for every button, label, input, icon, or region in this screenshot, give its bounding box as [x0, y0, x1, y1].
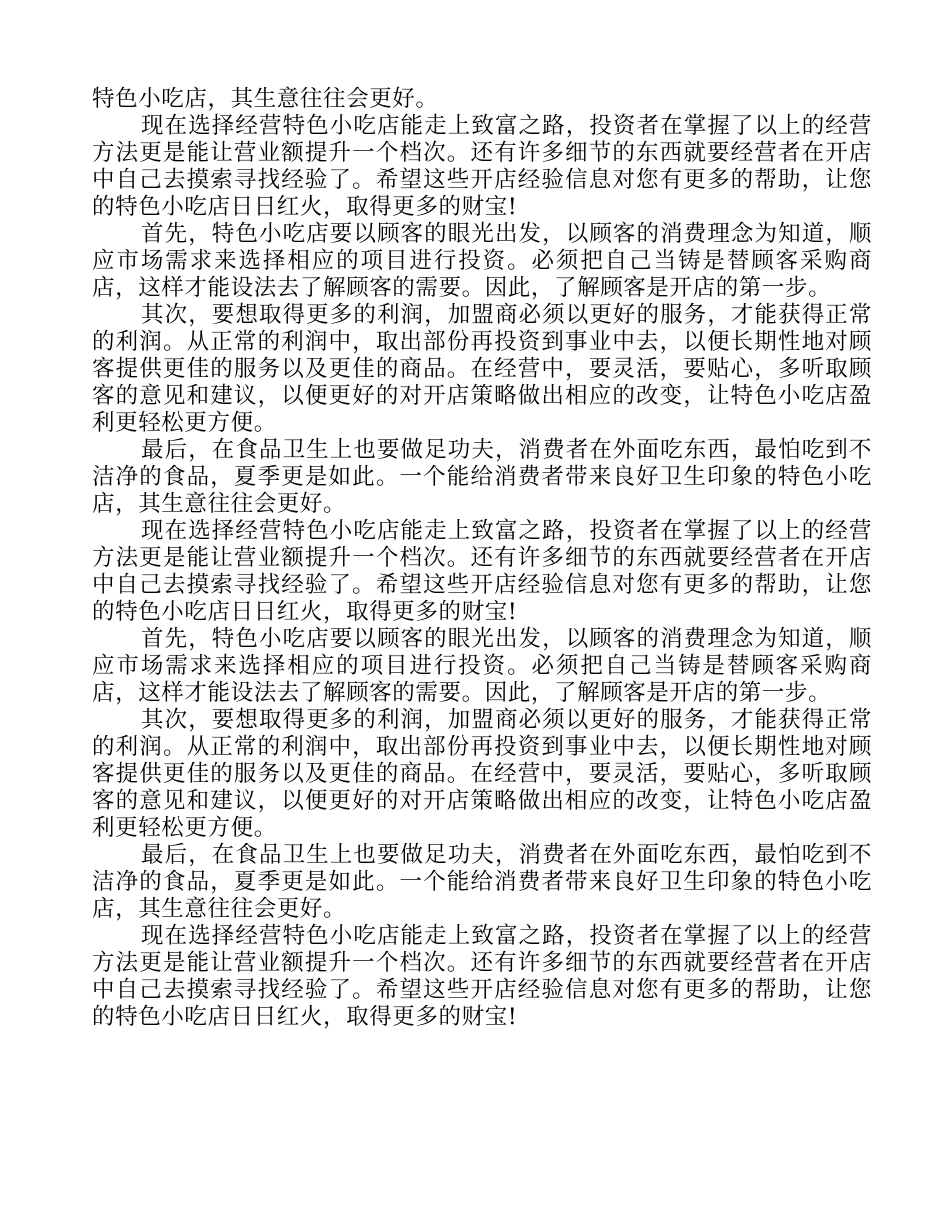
- paragraph: 特色小吃店，其生意往往会更好。: [92, 86, 439, 112]
- paragraph: 现在选择经营特色小吃店能走上致富之路，投资者在掌握了以上的经营方法更是能让营业额提升一个档次。还有许多细节的东西就要经营者在开店中自己去摸索寻找经验了。希望这些开店经验信息对您有更多的帮助，让您的特色小吃店日日红火，取得更多的财宝!: [92, 518, 872, 625]
- document-body: [92, 86, 872, 1031]
- paragraph: 首先，特色小吃店要以顾客的眼光出发，以顾客的消费理念为知道，顺应市场需求来选择相应的项目进行投资。必须把自己当铸是替顾客采购商店，这样才能设法去了解顾客的需要。因此，了解顾客是开店的第一步。: [92, 221, 872, 301]
- paragraph: 最后，在食品卫生上也要做足功夫，消费者在外面吃东西，最怕吃到不洁净的食品，夏季更是如此。一个能给消费者带来良好卫生印象的特色小吃店，其生意往往会更好。: [92, 842, 872, 922]
- paragraph: 其次，要想取得更多的利润，加盟商必须以更好的服务，才能获得正常的利润。从正常的利润中，取出部份再投资到事业中去，以便长期性地对顾客提供更佳的服务以及更佳的商品。在经营中，要灵活，要贴心，多听取顾客的意见和建议，以便更好的对开店策略做出相应的改变，让特色小吃店盈利更轻松更方便。: [92, 302, 872, 436]
- paragraph: 现在选择经营特色小吃店能走上致富之路，投资者在掌握了以上的经营方法更是能让营业额提升一个档次。还有许多细节的东西就要经营者在开店中自己去摸索寻找经验了。希望这些开店经验信息对您有更多的帮助，让您的特色小吃店日日红火，取得更多的财宝!: [92, 113, 872, 220]
- paragraph: 首先，特色小吃店要以顾客的眼光出发，以顾客的消费理念为知道，顺应市场需求来选择相应的项目进行投资。必须把自己当铸是替顾客采购商店，这样才能设法去了解顾客的需要。因此，了解顾客是开店的第一步。: [92, 626, 872, 706]
- paragraph: 现在选择经营特色小吃店能走上致富之路，投资者在掌握了以上的经营方法更是能让营业额提升一个档次。还有许多细节的东西就要经营者在开店中自己去摸索寻找经验了。希望这些开店经验信息对您有更多的帮助，让您的特色小吃店日日红火，取得更多的财宝!: [92, 923, 872, 1030]
- paragraph: 最后，在食品卫生上也要做足功夫，消费者在外面吃东西，最怕吃到不洁净的食品，夏季更是如此。一个能给消费者带来良好卫生印象的特色小吃店，其生意往往会更好。: [92, 437, 872, 517]
- paragraph: 其次，要想取得更多的利润，加盟商必须以更好的服务，才能获得正常的利润。从正常的利润中，取出部份再投资到事业中去，以便长期性地对顾客提供更佳的服务以及更佳的商品。在经营中，要灵活，要贴心，多听取顾客的意见和建议，以便更好的对开店策略做出相应的改变，让特色小吃店盈利更轻松更方便。: [92, 707, 872, 841]
